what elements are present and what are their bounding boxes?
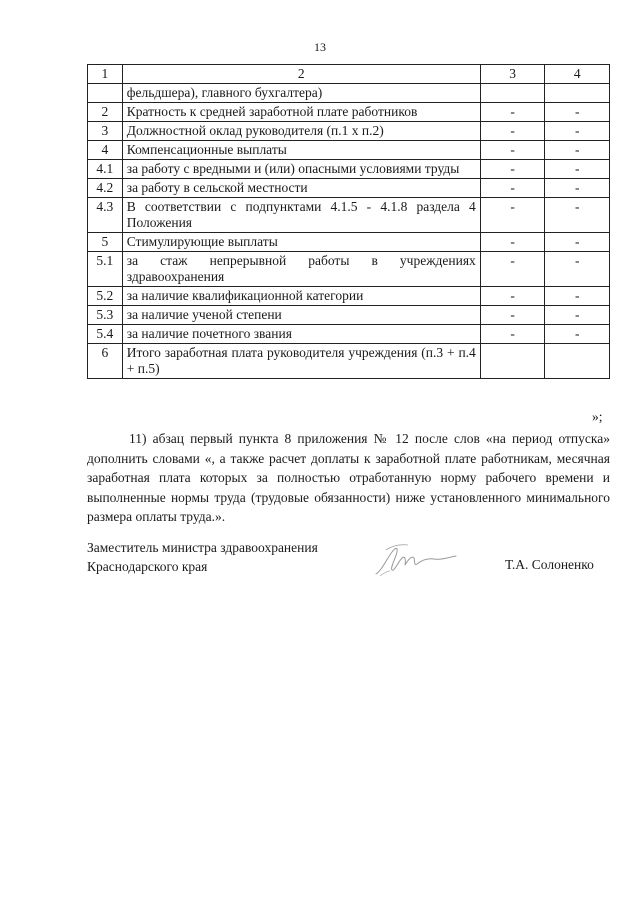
row-column-4-cell: - xyxy=(545,252,610,287)
row-column-4-cell: - xyxy=(545,233,610,252)
row-column-4-cell: - xyxy=(545,325,610,344)
row-description-cell: В соответствии с подпунктами 4.1.5 - 4.1.8 раздела 4 Положения xyxy=(122,198,480,233)
table-row xyxy=(88,287,610,306)
row-column-3-cell: - xyxy=(480,141,545,160)
table-row xyxy=(88,198,610,233)
row-number-cell: 5.4 xyxy=(88,325,123,344)
row-description-cell: за стаж непрерывной работы в учреждениях здравоохранения xyxy=(122,252,480,287)
table-row xyxy=(88,84,610,103)
row-column-4-cell: - xyxy=(545,122,610,141)
row-number-cell: 4.3 xyxy=(88,198,123,233)
table-row xyxy=(88,141,610,160)
row-number-cell: 4 xyxy=(88,141,123,160)
row-number-cell: 5 xyxy=(88,233,123,252)
row-column-3-cell: - xyxy=(480,325,545,344)
row-column-3-cell: - xyxy=(480,252,545,287)
row-column-4-cell: - xyxy=(545,160,610,179)
header-cell-4: 4 xyxy=(545,65,610,84)
table-row xyxy=(88,306,610,325)
signer-position xyxy=(87,538,318,576)
row-number-cell: 5.1 xyxy=(88,252,123,287)
closing-quote-mark: »; xyxy=(592,409,603,424)
row-column-4-cell: - xyxy=(545,179,610,198)
row-column-3-cell: - xyxy=(480,287,545,306)
row-description-cell: Кратность к средней заработной плате работников xyxy=(122,103,480,122)
row-description-cell: за наличие почетного звания xyxy=(122,325,480,344)
row-description-cell: Стимулирующие выплаты xyxy=(122,233,480,252)
row-number-cell: 4.1 xyxy=(88,160,123,179)
row-column-3-cell: - xyxy=(480,179,545,198)
row-column-4-cell: - xyxy=(545,103,610,122)
table-row xyxy=(88,103,610,122)
row-number-cell xyxy=(88,84,123,103)
row-column-3-cell: - xyxy=(480,233,545,252)
header-cell-2: 2 xyxy=(122,65,480,84)
row-number-cell: 5.3 xyxy=(88,306,123,325)
table-row xyxy=(88,252,610,287)
table-body xyxy=(88,65,610,379)
row-description-cell: Компенсационные выплаты xyxy=(122,141,480,160)
row-description-cell: Итого заработная плата руководителя учреждения (п.3 + п.4 + п.5) xyxy=(122,344,480,379)
payment-table xyxy=(87,64,610,379)
signer-position-line-1: Заместитель министра здравоохранения xyxy=(87,540,318,555)
signer-name: Т.А. Солоненко xyxy=(505,557,594,572)
row-column-4-cell xyxy=(545,344,610,379)
row-description-cell: фельдшера), главного бухгалтера) xyxy=(122,84,480,103)
table-header-row xyxy=(88,65,610,84)
row-number-cell: 5.2 xyxy=(88,287,123,306)
row-column-4-cell: - xyxy=(545,287,610,306)
table-row xyxy=(88,122,610,141)
row-column-3-cell: - xyxy=(480,160,545,179)
amendment-paragraph: 11) абзац первый пункта 8 приложения № 12 после слов «на период отпуска» дополнить словами «, а также расчет доплаты к заработной плате работникам, месячная заработная плата которых за полностью отработанную норму рабочего времени и выполненные нормы труда (трудовые обязанности) ниже установленного минимального размера оплаты труда.». xyxy=(87,431,610,524)
table-row xyxy=(88,325,610,344)
row-number-cell: 3 xyxy=(88,122,123,141)
signer-position-line-2: Краснодарского края xyxy=(87,559,208,574)
row-column-4-cell: - xyxy=(545,141,610,160)
row-description-cell: за работу в сельской местности xyxy=(122,179,480,198)
handwritten-signature xyxy=(372,540,462,580)
row-column-3-cell: - xyxy=(480,306,545,325)
row-column-4-cell: - xyxy=(545,198,610,233)
row-column-3-cell xyxy=(480,344,545,379)
table-row xyxy=(88,160,610,179)
header-cell-3: 3 xyxy=(480,65,545,84)
row-description-cell: за наличие квалификационной категории xyxy=(122,287,480,306)
table-row xyxy=(88,179,610,198)
row-column-3-cell: - xyxy=(480,198,545,233)
row-column-3-cell: - xyxy=(480,122,545,141)
row-number-cell: 6 xyxy=(88,344,123,379)
row-number-cell: 4.2 xyxy=(88,179,123,198)
row-column-4-cell xyxy=(545,84,610,103)
page-number: 13 xyxy=(314,40,326,54)
table-row xyxy=(88,344,610,379)
row-column-4-cell: - xyxy=(545,306,610,325)
row-number-cell: 2 xyxy=(88,103,123,122)
row-column-3-cell: - xyxy=(480,103,545,122)
table-row xyxy=(88,233,610,252)
row-description-cell: за работу с вредными и (или) опасными условиями труды xyxy=(122,160,480,179)
row-description-cell: Должностной оклад руководителя (п.1 х п.2) xyxy=(122,122,480,141)
header-cell-1: 1 xyxy=(88,65,123,84)
row-description-cell: за наличие ученой степени xyxy=(122,306,480,325)
row-column-3-cell xyxy=(480,84,545,103)
